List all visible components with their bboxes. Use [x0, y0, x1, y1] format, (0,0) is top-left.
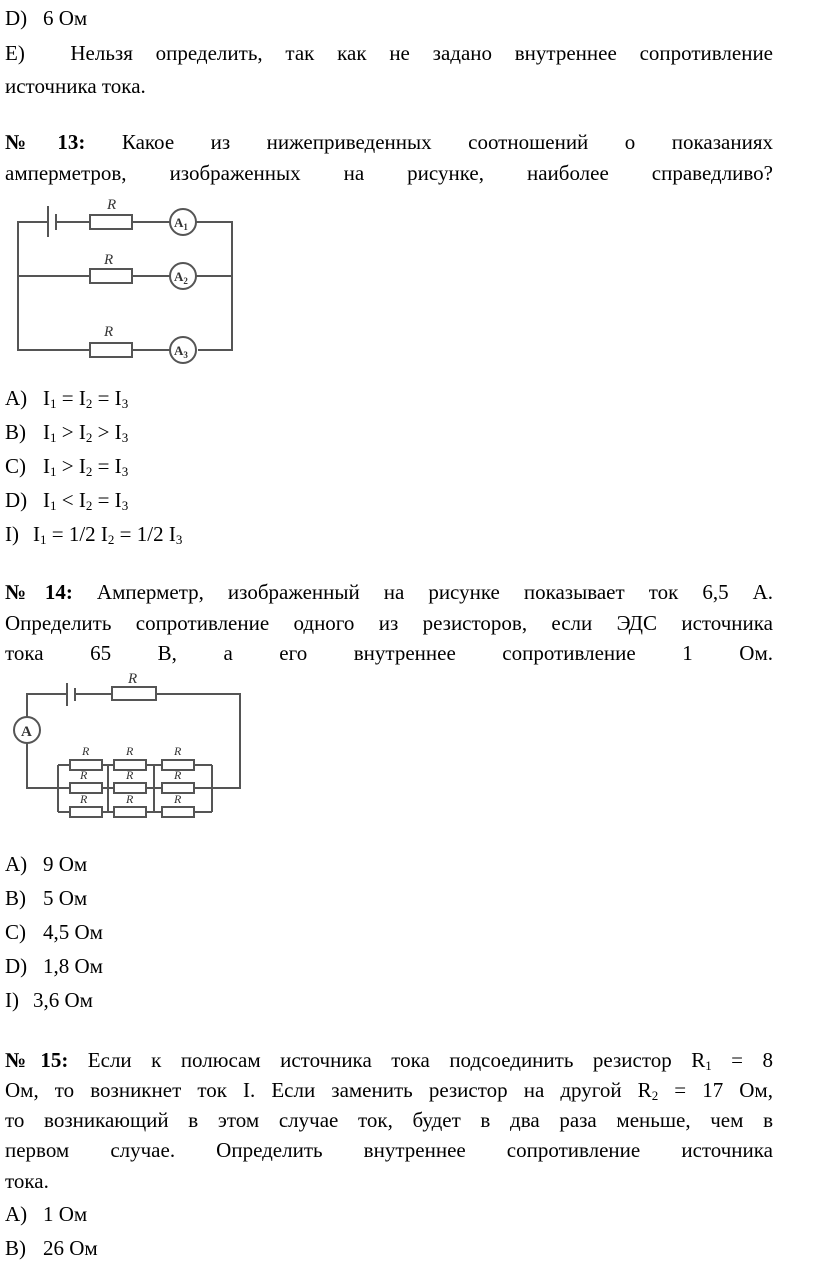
q14-option-i: I) 3,6 Ом — [5, 988, 93, 1012]
q14-resistor-label: R — [128, 671, 138, 687]
q13-option-c: C) $I_1 > I_2 = I_3$ — [5, 454, 129, 479]
ammeter-a2-label: $A_2$ — [174, 269, 188, 286]
q13-number: №13: — [5, 130, 86, 154]
q13-resistor-label: R — [104, 252, 114, 268]
q14-ammeter-label: A — [21, 724, 32, 740]
q15-text-line1: №15: Если к полюсам источника тока подсоединить резистор $R_1 = 8$ — [5, 1048, 773, 1073]
q14-text-line1: №14: Амперметр, изображенный на рисунке показывает ток 6,5 А. — [5, 580, 774, 604]
q15-text-line2: Ом, то возникнет ток I. Если заменить резистор на другой $R_2 = 17$ Ом, — [5, 1078, 773, 1103]
q14-resistor-label: R — [80, 792, 88, 806]
q14-resistor-label: R — [80, 768, 88, 782]
q14-option-a: A) 9 Ом — [5, 852, 88, 876]
q13-text-line2: амперметров, изображенных на рисунке, наиболее справедливо? — [5, 161, 773, 185]
q15-text-line3: то возникающий в этом случае ток, будет в два раза меньше, чем в — [5, 1108, 773, 1132]
q14-option-b: B) 5 Ом — [5, 886, 88, 910]
q15-number: №15: — [5, 1048, 69, 1072]
q14-resistor-label: R — [82, 744, 90, 758]
q14-resistor-label: R — [126, 768, 134, 782]
q13-resistor-label: R — [104, 324, 114, 340]
prev-option-d: D) 6 Ом — [5, 6, 88, 30]
q13-resistor-label: R — [107, 197, 117, 213]
q14-text-line3: тока 65 В, а его внутреннее сопротивление 1 Ом. — [5, 641, 773, 665]
q14-number: №14: — [5, 580, 73, 604]
q15-option-b: B) 26 Ом — [5, 1236, 98, 1260]
q14-option-c: C) 4,5 Ом — [5, 920, 103, 944]
prev-option-e-line2: источника тока. — [5, 74, 146, 98]
q15-text-line4: первом случае. Определить внутреннее сопротивление источника — [5, 1138, 773, 1162]
q13-option-i: I) $I_1 = 1/2$ $I_2 = 1/2$ $I_3$ — [5, 522, 183, 547]
q14-resistor-label: R — [126, 744, 134, 758]
q13-option-b: B) $I_1 > I_2 > I_3$ — [5, 420, 129, 445]
q14-resistor-label: R — [174, 744, 182, 758]
q14-resistor-label: R — [174, 792, 182, 806]
q13-text-line1: №13: Какое из нижеприведенных соотношений о показаниях — [5, 130, 774, 154]
q14-text-line2: Определить сопротивление одного из резисторов, если ЭДС источника — [5, 611, 773, 635]
q13-option-a: A) $I_1 = I_2 = I_3$ — [5, 386, 129, 411]
q15-option-a: A) 1 Ом — [5, 1202, 88, 1226]
q15-text-line5: тока. — [5, 1169, 49, 1193]
ammeter-a1-label: $A_1$ — [174, 215, 188, 232]
q13-option-d: D) $I_1 < I_2 = I_3$ — [5, 488, 129, 513]
ammeter-a3-label: $A_3$ — [174, 343, 188, 360]
q14-resistor-label: R — [126, 792, 134, 806]
q14-option-d: D) 1,8 Ом — [5, 954, 103, 978]
prev-option-e-line1: E) Нельзя определить, так как не задано внутреннее сопротивление — [5, 41, 773, 65]
q14-resistor-label: R — [174, 768, 182, 782]
